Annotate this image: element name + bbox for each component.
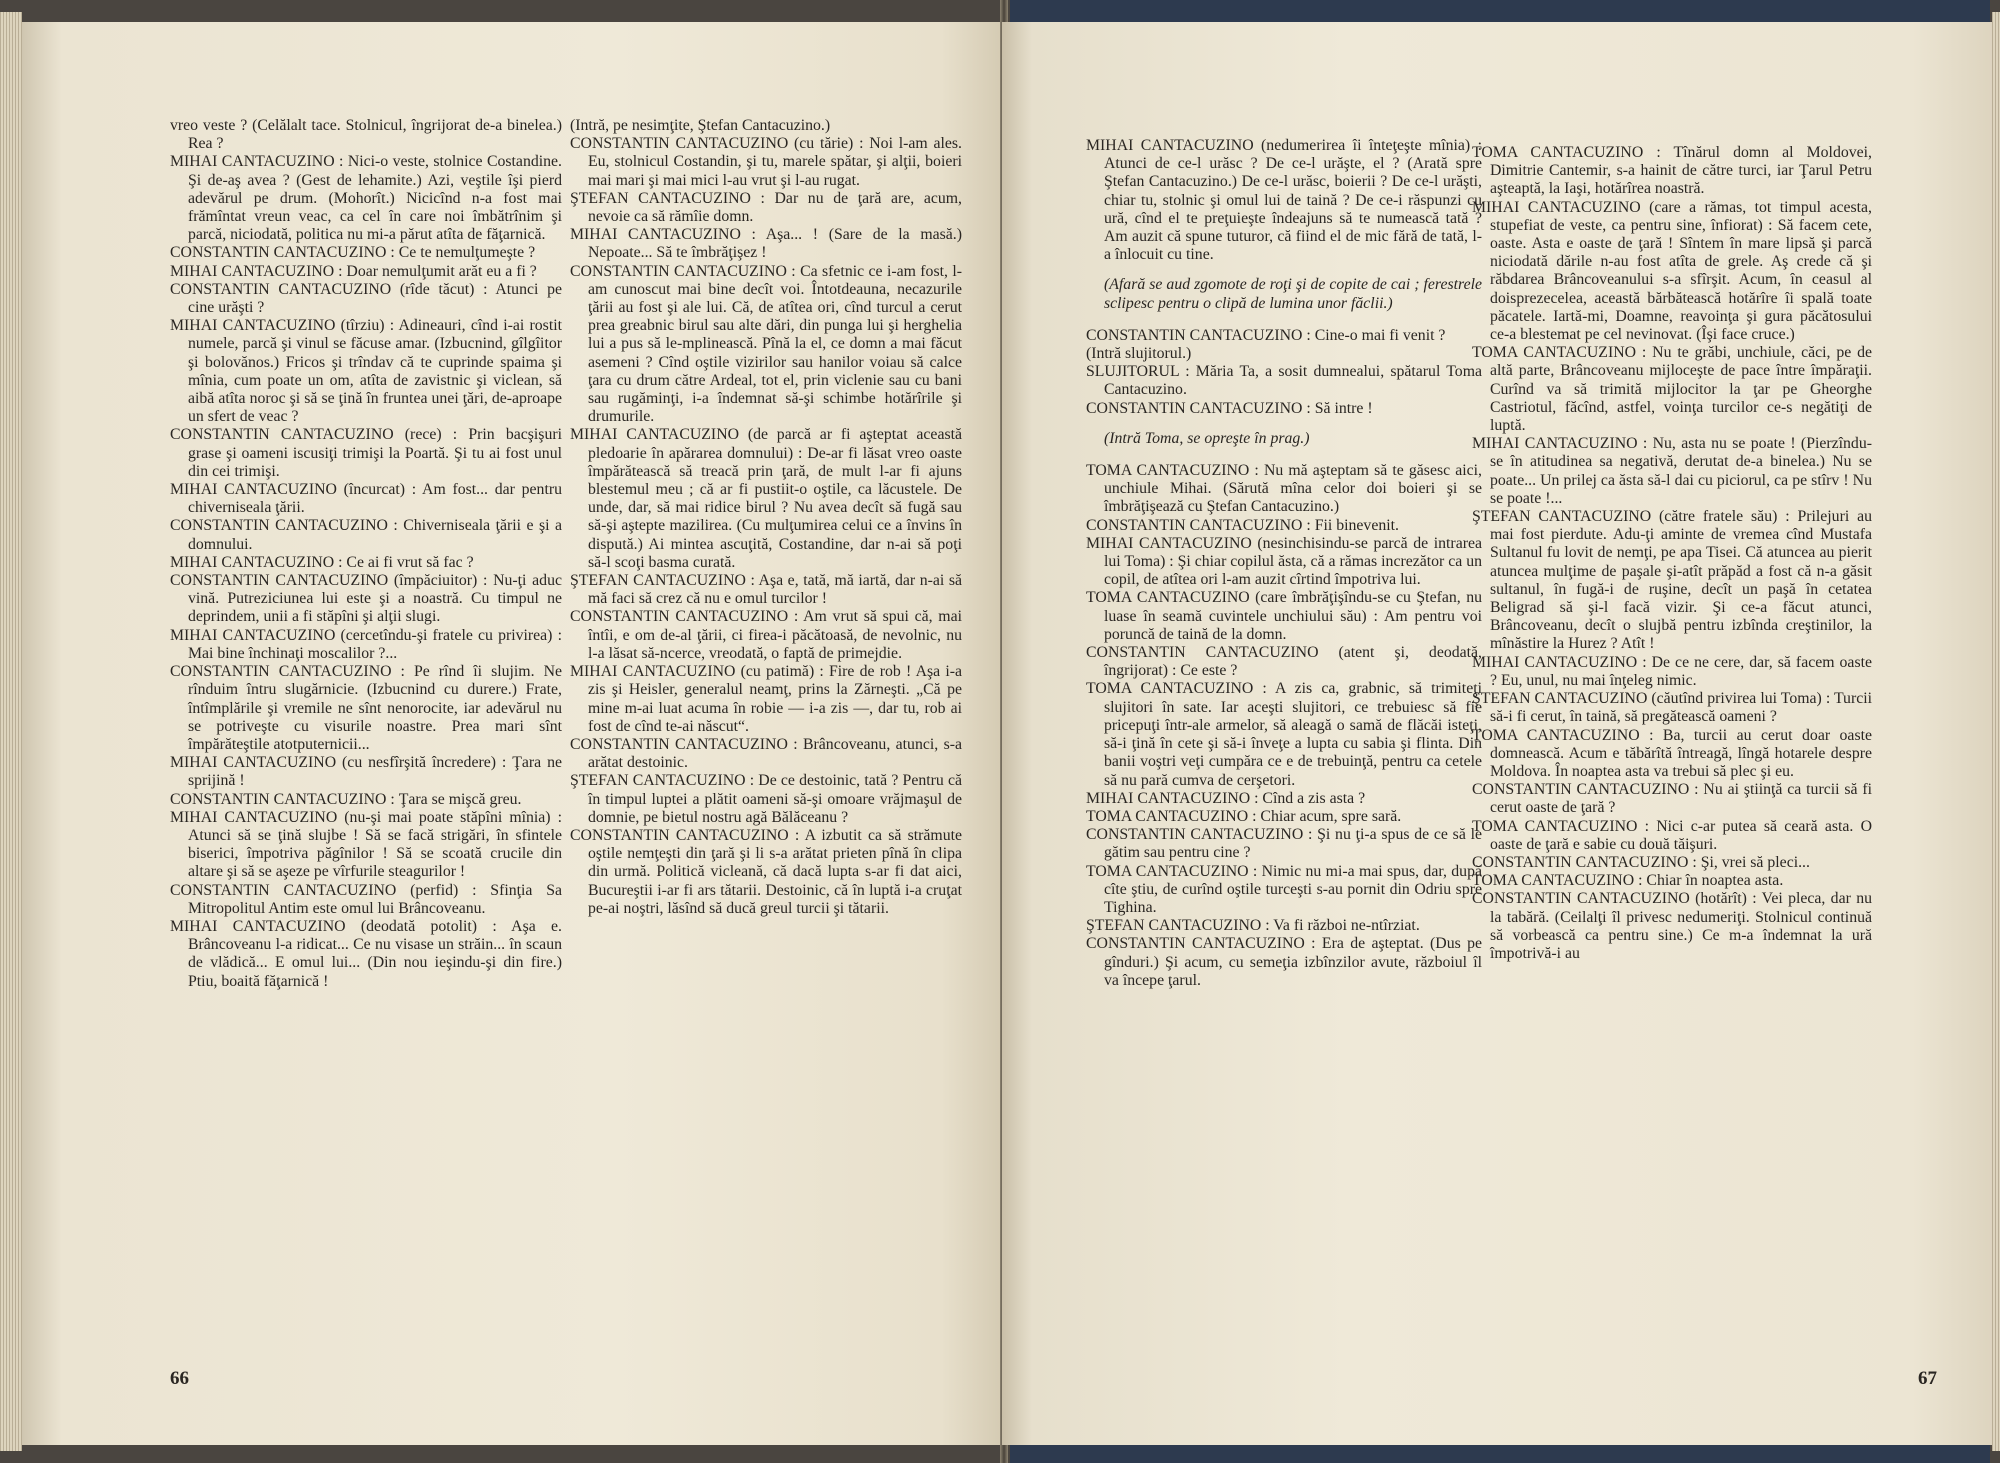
right-page-column-2 bbox=[1472, 144, 1872, 963]
dialogue-entry: CONSTANTIN CANTACUZINO : Ca sfetnic ce i-am fost, l-am cunoscut mai bine decît voi. Întotdeauna, necazurile ţării au fost şi ale lui. Că, de atîtea ori, cînd turcul a cerut prea greabnic birul sau alte dări, din punga lui şi herghelia lui a pus să le-mplinească. Pînă la el, ce domn a mai făcut asemeni ? Cînd oştile vizirilor sau hanilor voiau să calce ţara cu drum către Ardeal, tot el, prin viclenie sau cu bani sau rugăminţi, i-a îndemnat să-şi schimbe hotărîrile şi drumurile. bbox=[570, 262, 962, 426]
dialogue-entry: TOMA CANTACUZINO : Nu te grăbi, unchiule, căci, pe de altă parte, Brâncoveanu mijloceşte de pace între împăraţii. Curînd va să trimită mijlocitor la ţar pe Gheorghe Castriotul, făcînd, astfel, voinţa turcilor ce-s negătiţi de luptă. bbox=[1472, 344, 1872, 435]
page-edges-left bbox=[0, 12, 22, 1451]
dialogue-entry: (Intră slujitorul.) bbox=[1086, 345, 1192, 363]
dialogue-entry: MIHAI CANTACUZINO : Doar nemulţumit arăt eu a fi ? bbox=[170, 262, 537, 280]
dialogue-entry: CONSTANTIN CANTACUZINO : A izbutit ca să strămute oştile nemţeşti din ţară şi li s-a arătat prieten pînă în clipa din urmă. Politică vicleană, că dacă lupta s-ar fi dat aici, Bucureştii i-ar fi ars tătarii. Destoinic, că în luptă i-a cruţat pe-ai noştri, lăsînd să ducă greul turcii şi tătarii. bbox=[570, 826, 962, 917]
dialogue-entry: ŞTEFAN CANTACUZINO : Dar nu de ţară are, acum, nevoie ca să rămîie domn. bbox=[570, 189, 962, 226]
stage-direction: (Intră Toma, se opreşte în prag.) bbox=[1104, 429, 1310, 447]
dialogue-entry: CONSTANTIN CANTACUZINO : Şi, vrei să pleci... bbox=[1472, 853, 1810, 871]
dialogue-entry: MIHAI CANTACUZINO : Cînd a zis asta ? bbox=[1086, 789, 1366, 807]
dialogue-entry: TOMA CANTACUZINO (care îmbrăţişîndu-se cu Ştefan, nu luase în seamă cuvintele unchiului său) : Am pentru voi poruncă de taină de la domn. bbox=[1086, 589, 1482, 643]
dialogue-entry: CONSTANTIN CANTACUZINO : Chiverniseala ţării e şi a domnului. bbox=[170, 517, 562, 553]
dialogue-entry: ŞTEFAN CANTACUZINO : Va fi război ne-ntîrziat. bbox=[1086, 917, 1420, 935]
dialogue-entry: CONSTANTIN CANTACUZINO (rîde tăcut) : Atunci pe cine urăşti ? bbox=[170, 280, 562, 317]
page-number-right: 67 bbox=[1918, 1368, 1937, 1389]
dialogue-entry: CONSTANTIN CANTACUZINO : Să intre ! bbox=[1086, 399, 1373, 417]
dialogue-entry: CONSTANTIN CANTACUZINO : Am vrut să spui că, mai întîi, e om de-al ţării, ci firea-i păcătoasă, de nevolnic, nu l-a lăsat să-ncerce, vreodată, o faptă de primejdie. bbox=[570, 608, 962, 662]
dialogue-entry: CONSTANTIN CANTACUZINO (atent şi, deodată, îngrijorat) : Ce este ? bbox=[1086, 644, 1482, 680]
dialogue-entry: MIHAI CANTACUZINO (nu-şi mai poate stăpîni mînia) : Atunci să se ţină slujbe ! Să se facă strigări, în sfintele biserici, împotriva păgînilor ! Să se scoată crucile din altare şi să se aşeze pe vîrfurile steagurilor ! bbox=[170, 808, 562, 881]
dialogue-entry: CONSTANTIN CANTACUZINO : Şi nu ţi-a spus de ce să le gătim sau pentru cine ? bbox=[1086, 826, 1482, 862]
stage-direction: (Afară se aud zgomote de roţi şi de copite de cai ; ferestrele sclipesc pentru o clipă de lumina unor făclii.) bbox=[1104, 276, 1482, 312]
dialogue-entry: CONSTANTIN CANTACUZINO : Pe rînd îi slujim. Ne rînduim întru slugărnicie. (Izbucnind cu durere.) Frate, întîmplările şi vremile ne sînt nenorocite, iar adevărul nu se potriveşte cu visurile noastre. Prea mari sînt împărăteştile atotputernicii... bbox=[170, 663, 562, 753]
left-page bbox=[22, 22, 1010, 1445]
dialogue-entry: CONSTANTIN CANTACUZINO : Nu ai ştiinţă ca turcii să fi cerut oaste de ţară ? bbox=[1472, 781, 1872, 817]
dialogue-entry: CONSTANTIN CANTACUZINO : Brâncoveanu, atunci, s-a arătat destoinic. bbox=[570, 735, 962, 772]
dialogue-entry: SLUJITORUL : Măria Ta, a sosit dumnealui, spătarul Toma Cantacuzino. bbox=[1086, 363, 1482, 399]
dialogue-entry: CONSTANTIN CANTACUZINO (împăciuitor) : Nu-ţi aduc vină. Putreziciunea lui este şi a noastră. Cu timpul ne deprindem, unii a fi stăpîni şi alţii slugi. bbox=[170, 572, 562, 626]
dialogue-entry: CONSTANTIN CANTACUZINO : Era de aşteptat. (Dus pe gînduri.) Şi acum, cu semeţia izbînzilor avute, războiul îl va începe ţarul. bbox=[1086, 935, 1482, 989]
dialogue-entry: CONSTANTIN CANTACUZINO (rece) : Prin bacşişuri grase şi oameni iscusiţi trimişi la Poartă. Şi tu ai fost unul din cei trimişi. bbox=[170, 426, 562, 480]
dialogue-entry: TOMA CANTACUZINO : Nici c-ar putea să ceară asta. O oaste de ţară e sabie cu două tăişuri. bbox=[1472, 817, 1872, 853]
dialogue-entry: MIHAI CANTACUZINO (deodată potolit) : Aşa e. Brâncoveanu l-a ridicat... Ce nu visase un străin... în scaun de vlădică... E omul lui... (Din nou ieşindu-şi din fire.) Ptiu, boaită făţarnică ! bbox=[170, 917, 562, 990]
book-cover-top bbox=[1010, 0, 1990, 22]
dialogue-entry: TOMA CANTACUZINO : Ba, turcii au cerut doar oaste domnească. Acum e tăbărîtă întreagă, lîngă hotarele despre Moldova. În noaptea asta va trebui să plec şi eu. bbox=[1472, 726, 1872, 780]
dialogue-entry: MIHAI CANTACUZINO : Nici-o veste, stolnice Costandine. Şi de-aş avea ? (Gest de lehamite.) Azi, veştile îşi pierd adevărul pe drum. (Mohorît.) Nicicînd n-a fost mai frămîntat vreun veac, ca cel în care noi îmbătrînim şi parcă, niciodată, politica nu mi-a părut atîta de făţarnică. bbox=[170, 153, 562, 244]
dialogue-entry: TOMA CANTACUZINO : Nu mă aşteptam să te găsesc aici, unchiule Mihai. (Sărută mîna celor doi boieri şi se îmbrăţişează cu Ştefan Cantacuzino.) bbox=[1086, 462, 1482, 516]
page-edges-right bbox=[1992, 12, 2000, 1451]
dialogue-entry: CONSTANTIN CANTACUZINO : Ţara se mişcă greu. bbox=[170, 790, 522, 808]
dialogue-entry: CONSTANTIN CANTACUZINO (hotărît) : Vei pleca, dar nu la tabără. (Ceilalţi îl privesc nedumeriţi. Stolnicul continuă să vorbească ca pentru sine.) Ce m-a îndemnat la ură împotrivă-i au bbox=[1472, 890, 1872, 962]
dialogue-entry: CONSTANTIN CANTACUZINO : Fii binevenit. bbox=[1086, 516, 1399, 534]
left-page-column-1 bbox=[170, 117, 562, 991]
dialogue-entry: ŞTEFAN CANTACUZINO (către fratele său) : Prilejuri au mai fost pierdute. Adu-ţi aminte de vremea cînd Mustafa Sultanul fu lovit de nemţi, pe apa Tisei. Că atuncea au pierit atuncea mulţime de paşale şi-atît prăpăd a fost că n-a găsit sultanul, în fugă-i de ruşine, decît un paşă în cetatea Beligrad să şi-l facă vizir. Şi ce-a făcut atunci, Brâncoveanu, decît o slujbă pentru izbînda creştinilor, la mînăstire la Hurez ? Atît ! bbox=[1472, 508, 1872, 653]
dialogue-entry: MIHAI CANTACUZINO (care a rămas, tot timpul acesta, stupefiat de veste, ca pentru sine, înfiorat) : Să facem cete, oaste. Asta e oaste de ţară ! Sîntem în mare lipsă şi parcă niciodată dările n-au fost atîta de grele. Aş crede că şi răbdarea Brâncoveanului s-a sfîrşit. Acum, în ceasul al doisprezecelea, această bărbătească hotărîre îi spală toate păcatele. Iartă-mi, Doamne, reavoinţa şi gura păcătosului ce-a blestemat pe cel nevinovat. (Îşi face cruce.) bbox=[1472, 198, 1872, 344]
dialogue-entry: ŞTEFAN CANTACUZINO : Aşa e, tată, mă iartă, dar n-ai să mă faci să crez că nu e omul turcilor ! bbox=[570, 572, 962, 608]
dialogue-entry: MIHAI CANTACUZINO (tîrziu) : Adineauri, cînd i-ai rostit numele, parcă şi vinul se făcuse amar. (Izbucnind, gîlgîitor şi bolovănos.) Fricos şi trîndav că te cuprinde spaima şi mînia, cum poate un om, atîta de zavistnic şi viclean, să aibă atîta noroc şi să se ţină în fruntea unei ţări, de-aproape un sfert de veac ? bbox=[170, 317, 562, 426]
dialogue-entry: CONSTANTIN CANTACUZINO : Cine-o mai fi venit ? bbox=[1086, 326, 1446, 344]
dialogue-entry: CONSTANTIN CANTACUZINO (perfid) : Sfinţia Sa Mitropolitul Antim este omul lui Brâncoveanu. bbox=[170, 881, 562, 917]
dialogue-entry: vreo veste ? (Celălalt tace. Stolnicul, îngrijorat de-a binelea.) Rea ? bbox=[170, 117, 562, 153]
dialogue-entry: MIHAI CANTACUZINO : Aşa... ! (Sare de la masă.) Nepoate... Să te îmbrăţişez ! bbox=[570, 226, 962, 262]
dialogue-entry: MIHAI CANTACUZINO : Nu, asta nu se poate ! (Pierzîndu-se în atitudinea sa negativă, derutat de-a binelea.) Nu se poate... Un prilej ca ăsta să-l dai cu piciorul, ca pe stîrv ! Nu se poate !... bbox=[1472, 435, 1872, 507]
book-cover-bottom bbox=[1010, 1445, 1990, 1463]
dialogue-entry: TOMA CANTACUZINO : Nimic nu mi-a mai spus, dar, după cîte ştiu, de curînd oştile turceşti s-au pornit din Odriu spre Tighina. bbox=[1086, 862, 1482, 916]
dialogue-entry: CONSTANTIN CANTACUZINO : Ce te nemulţumeşte ? bbox=[170, 244, 536, 262]
dialogue-entry: TOMA CANTACUZINO : Tînărul domn al Moldovei, Dimitrie Cantemir, s-a hainit de către turci, iar Ţarul Petru aşteaptă, la Iaşi, hotărîrea noastră. bbox=[1472, 144, 1872, 198]
dialogue-entry: TOMA CANTACUZINO : Chiar în noaptea asta. bbox=[1472, 872, 1784, 890]
dialogue-entry: MIHAI CANTACUZINO : De ce ne cere, dar, să facem oaste ? Eu, unul, nu mai înţeleg nimic. bbox=[1472, 653, 1872, 689]
dialogue-entry: MIHAI CANTACUZINO (de parcă ar fi aşteptat această pledoarie în apărarea domnului) : De-ar fi lăsat vreo oaste împărătească să treacă prin ţară, de mult l-ar fi ajuns blestemul meu ; că ar fi pustiit-o oştile, ca lăcustele. De unde, dar, să mai ridice birul ? Nu avea decît să fugă sau să-şi aştepte mazilirea. (Cu mulţumirea celui ce a învins în dispută.) Ai mintea ascuţită, Costandine, dar n-ai să poţi să-l scoţi basma curată. bbox=[570, 426, 962, 571]
dialogue-entry: MIHAI CANTACUZINO (încurcat) : Am fost... dar pentru chiverniseala ţării. bbox=[170, 481, 562, 517]
dialogue-entry: MIHAI CANTACUZINO (nedumerirea îi înteţeşte mînia) : Atunci de ce-l urăsc ? De ce-l urăşte, el ? (Arată spre Ştefan Cantacuzino.) De ce-l urăsc, boierii ? De ce-l urăşti, chiar tu, stolnic şi omul lui de taină ? De ce-i răspunzi cu ură, cînd el te preţuieşte îndeajuns să te numească tată ? Am auzit că spune tuturor, că fiind el de mic fără de tată, l-a înlocuit cu tine. bbox=[1086, 137, 1482, 264]
left-page-column-2 bbox=[570, 117, 962, 918]
dialogue-entry: TOMA CANTACUZINO : A zis ca, grabnic, să trimiteţi slujitori în sate. Iar aceşti slujitori, ce trebuiesc să fie pricepuţi într-ale armelor, să aleagă o samă de flăcăi isteţi, să-i ţină în cete şi să-i înveţe a lupta cu sabia şi flinta. Din banii voştri veţi cumpăra ce e de trebuinţă, pentru ca cetele să nu pară cumva de cerşetori. bbox=[1086, 680, 1482, 789]
right-page-column-1 bbox=[1086, 137, 1482, 990]
dialogue-entry: MIHAI CANTACUZINO (cercetîndu-şi fratele cu privirea) : Mai bine închinaţi moscalilor ?... bbox=[170, 626, 562, 662]
right-page bbox=[1002, 22, 1992, 1445]
dialogue-entry: ŞTEFAN CANTACUZINO (căutînd privirea lui Toma) : Turcii să-i fi cerut, în taină, să pregătească oameni ? bbox=[1472, 690, 1872, 726]
page-number-left: 66 bbox=[170, 1368, 189, 1389]
dialogue-entry: MIHAI CANTACUZINO (cu patimă) : Fire de rob ! Aşa i-a zis şi Heisler, generalul neamţ, prins la Zărneşti. „Că pe mine m-ai luat acuma în robie — i-a zis —, dar tu, rob ai fost de cînd te-ai născut“. bbox=[570, 663, 962, 735]
dialogue-entry: MIHAI CANTACUZINO : Ce ai fi vrut să fac ? bbox=[170, 553, 474, 571]
dialogue-entry: CONSTANTIN CANTACUZINO (cu tărie) : Noi l-am ales. Eu, stolnicul Costandin, şi tu, marele spătar, şi alţii, boieri mai mari şi mai mici l-au vrut şi l-au rugat. bbox=[570, 135, 962, 189]
dialogue-entry: TOMA CANTACUZINO : Chiar acum, spre sară. bbox=[1086, 807, 1402, 825]
dialogue-entry: MIHAI CANTACUZINO (nesinchisindu-se parcă de intrarea lui Toma) : Şi chiar copilul ăsta, că a rămas increzător ca un copil, de atîtea ori l-am auzit cîrtind împotriva lui. bbox=[1086, 534, 1483, 589]
dialogue-entry: (Intră, pe nesimţite, Ştefan Cantacuzino.) bbox=[570, 117, 831, 134]
dialogue-entry: MIHAI CANTACUZINO (cu nesfîrşită încredere) : Ţara ne sprijină ! bbox=[170, 754, 562, 790]
dialogue-entry: ŞTEFAN CANTACUZINO : De ce destoinic, tată ? Pentru că în timpul luptei a plătit oameni să-şi omoare vrăjmaşul de domnie, pe bietul nostru agă Bălăceanu ? bbox=[570, 772, 962, 826]
